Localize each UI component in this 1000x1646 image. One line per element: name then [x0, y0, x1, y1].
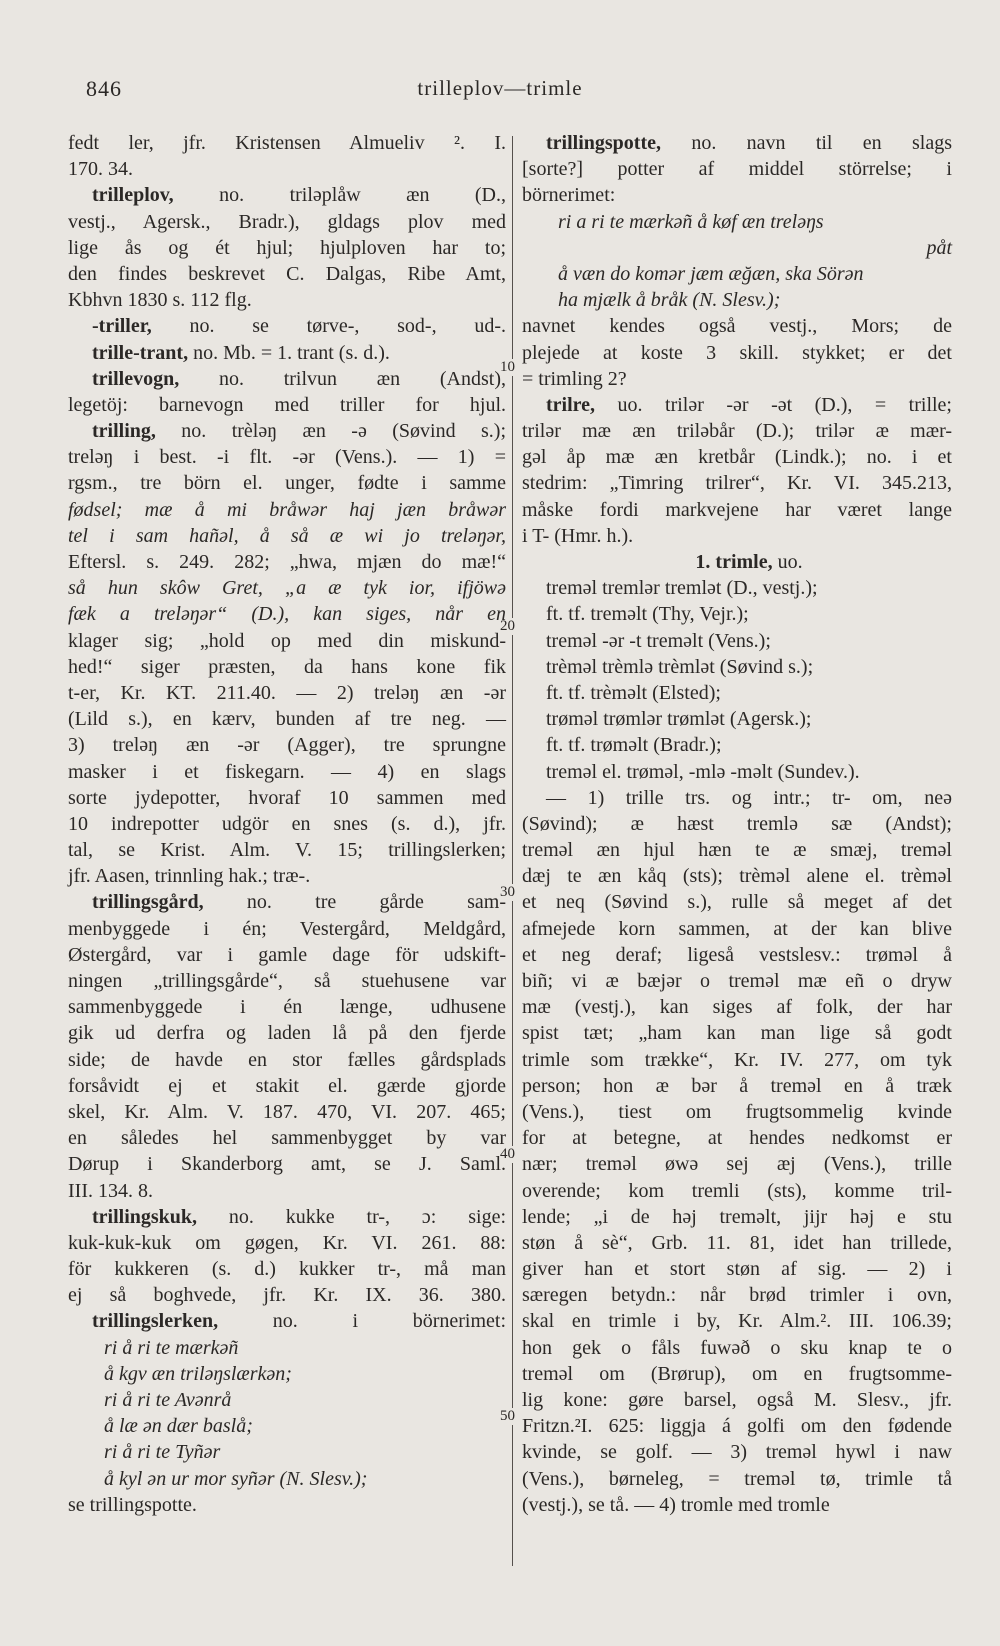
right-column-line: treməl el. trøməl, -mlə -məlt (Sundev.). [546, 760, 860, 783]
right-column-line: biñ; vi æ bæjər o treməl mæ eñ o dryw [522, 970, 952, 992]
running-head: trilleplov—trimle [417, 76, 583, 100]
right-column-line: person; hon æ bər å treməl en å træk [522, 1074, 952, 1097]
right-column-line: treməl om (Brørup), om en frugtsomme- [522, 1362, 952, 1385]
left-column-line: t-er, Kr. KT. 211.40. — 2) treləŋ æn -ər [68, 681, 506, 704]
left-column-line: menbyggede i én; Vestergård, Meldgård, [68, 917, 506, 940]
left-column-line: Eftersl. s. 249. 282; „hwa, mjæn do mæ!“ [68, 551, 506, 573]
left-column-line: (Lild s.), en kærv, bunden af tre neg. — [68, 708, 506, 731]
right-column-line: navnet kendes også vestj., Mors; de [522, 315, 952, 338]
left-column-line: se trillingspotte. [68, 1493, 197, 1516]
right-column-line: — 1) trille trs. og intr.; tr- om, neə [546, 786, 952, 809]
left-column-line: gik ud derfra og laden lå på den fjerde [68, 1022, 506, 1045]
right-column-line: 1. trimle, uo. [695, 551, 803, 573]
headword: trilleplov, [92, 184, 174, 207]
right-column-line: ft. tf. trèməlt (Elsted); [546, 681, 721, 704]
left-column-line: sorte jydepotter, hvoraf 10 sammen med [68, 786, 506, 809]
right-column-line: ri a ri te mærkəñ å køf æn treləŋs [558, 210, 824, 233]
left-column-line: å kgv æn triləŋslærkən; [104, 1362, 292, 1385]
right-column-line: giver han et stort støn af sig. — 2) i [522, 1258, 952, 1281]
left-column-line: fedt ler, jfr. Kristensen Almueliv ². I. [68, 132, 506, 154]
left-column-line: så hun skôw Gret, „a æ tyk ior, ifjöwə [68, 577, 506, 600]
left-column-line: tal, se Krist. Alm. V. 15; trillingslerken; [68, 839, 506, 862]
right-column-line: treməl -ər -t treməlt (Vens.); [546, 629, 771, 652]
right-column-line: plejede at koste 3 skill. stykket; er det [522, 341, 952, 364]
right-column-line: afmejede korn sammen, at der kan blive [522, 917, 952, 940]
left-column-line: sammenbyggede i én længe, udhusene [68, 996, 506, 1019]
line-number-40: 40 [500, 1146, 515, 1162]
left-column-line: rgsm., tre börn el. unger, fødte i samme [68, 472, 506, 495]
right-column-line: treməl æn hjul hæn te æ smæj, treməl [522, 839, 952, 862]
right-column-line: hon gek o fåls fuwəð o sku knap te o [522, 1336, 952, 1359]
left-column-line: en således hel sammenbygget by var [68, 1127, 506, 1150]
left-column-line: 10 indrepotter udgör en snes (s. d.), jfr. [68, 812, 506, 835]
left-column-line: ri å ri te Avənrå [104, 1389, 232, 1411]
right-column-line: [sorte?] potter af middel störrelse; i [522, 158, 952, 181]
right-column-line: å væn do komər jæm æğæn, ska Sörən [558, 262, 864, 285]
right-column-line: overende; kom tremli (sts), komme tril- [522, 1179, 952, 1202]
right-column-line: trillingspotte, no. navn til en slags [546, 132, 952, 154]
left-column-line: trille-trant, no. Mb. = 1. trant (s. d.). [92, 341, 390, 364]
headword: trillingspotte, [546, 132, 661, 154]
left-column-line: fødsel; mæ å mi bråwər haj jæn bråwər [68, 498, 506, 521]
left-column-line: trilling, no. trèləŋ æn -ə (Søvind s.); [92, 420, 506, 443]
right-column-line: (Vens.), tiest om frugtsommelig kvinde [522, 1100, 952, 1123]
left-column-line: III. 134. 8. [68, 1179, 153, 1202]
right-column-line: ft. tf. treməlt (Thy, Vejr.); [546, 603, 749, 626]
right-column-line: = trimling 2? [522, 367, 627, 390]
right-column-line: for at betegne, at hendes nedkomst er [522, 1127, 952, 1150]
right-column-line: (Søvind); æ hæst tremlə sæ (Andst); [522, 812, 952, 835]
right-column-line: lende; „i de həj treməlt, jijr həj e stu [522, 1205, 952, 1228]
left-column-line: lige ås og ét hjul; hjulploven har to; [68, 236, 506, 259]
right-column-line: mæ (vestj.), kan siges af folk, der har [522, 996, 952, 1019]
left-column-line: ri å ri te Tyñər [104, 1441, 221, 1464]
right-column-line: börnerimet: [522, 184, 616, 207]
page-number: 846 [86, 76, 122, 101]
right-column-line: (vestj.), se tå. — 4) tromle med tromle [522, 1493, 830, 1516]
left-column-line: kuk-kuk-kuk om gøgen, Kr. VI. 261. 88: [68, 1231, 506, 1254]
right-column-line: ft. tf. trøməlt (Bradr.); [546, 734, 722, 757]
left-column-line: masker i et fiskegarn. — 4) en slags [68, 760, 506, 783]
page-header [0, 76, 1000, 106]
left-column-line: trillingslerken, no. i börnerimet: [92, 1310, 506, 1333]
right-column-line: trøməl trømlər trømlət (Agersk.); [546, 708, 812, 731]
right-column-line: trilre, uo. trilər -ər -ət (D.), = trille; [546, 393, 952, 416]
column-divider [512, 136, 513, 1566]
headword: trillingslerken, [92, 1310, 219, 1333]
left-column-line: för kukkeren (s. d.) kukker tr-, må man [68, 1258, 506, 1281]
right-column-line: Fritzn.²I. 625: liggja á golfi om den fødende [522, 1415, 952, 1438]
left-column-line: hed!“ siger præsten, da hans kone fik [68, 655, 506, 678]
left-column-line: den findes beskrevet C. Dalgas, Ribe Amt, [68, 262, 506, 285]
left-column [68, 130, 506, 1518]
right-column-line: dæj te æn kåq (sts); trèməl alene el. trèməl [522, 865, 952, 888]
line-number-50: 50 [500, 1408, 515, 1424]
left-column-line: å kyl ən ur mor syñər (N. Slesv.); [104, 1467, 368, 1490]
left-column-line: å læ ən dær baslå; [104, 1415, 253, 1438]
left-column-line: treləŋ i best. -i flt. -ər (Vens.). — 1) = [68, 446, 506, 469]
left-column-line: legetöj: barnevogn med triller for hjul. [68, 393, 506, 416]
left-column-line: skel, Kr. Alm. V. 187. 470, VI. 207. 465; [68, 1100, 506, 1123]
right-column-line: kvinde, se golf. — 3) treməl hywl i naw [522, 1441, 952, 1464]
right-column-line: lig kone: gøre barsel, også M. Slesv., jfr. [522, 1389, 952, 1411]
right-column-line: skal en trimle i by, Kr. Alm.². III. 106.39; [522, 1310, 952, 1333]
right-column-line: trilər mæ æn triləbår (D.); trilər æ mær- [522, 420, 952, 443]
headword: trillingskuk, [92, 1205, 198, 1228]
left-column-line: trillingskuk, no. kukke tr-, ɔ: sige: [92, 1205, 506, 1228]
left-column-line: 3) treləŋ æn -ər (Agger), tre sprungne [68, 734, 506, 757]
right-column-line: særegen betydn.: når brød trimler i ovn, [522, 1284, 952, 1307]
headword: trilling, [92, 420, 156, 443]
left-column-line: ningen „trillingsgårde“, så stuehusene var [68, 970, 506, 992]
right-column-line: (Vens.), børneleg, = treməl tø, trimle tå [522, 1467, 952, 1490]
right-column-line: gəl åp mæ æn kretbår (Lindk.); no. i et [522, 446, 952, 469]
right-column-line: spist tæt; „ham kan man lige så godt [522, 1022, 952, 1045]
right-column-line: måske fordi markvejene har været lange [522, 498, 952, 521]
left-column-line: trilleplov, no. triləplåw æn (D., [92, 184, 506, 207]
right-column-line: påt [926, 236, 952, 259]
line-number-30: 30 [500, 884, 515, 900]
headword: trilre, [546, 393, 596, 416]
left-column-line: Kbhvn 1830 s. 112 flg. [68, 289, 252, 312]
left-column-line: jfr. Aasen, trinnling hak.; træ-. [68, 865, 311, 888]
left-column-line: trillevogn, no. trilvun æn (Andst), [92, 367, 506, 390]
right-column-line: i T- (Hmr. h.). [522, 524, 634, 547]
left-column-line: side; de havde en stor fælles gårdsplads [68, 1048, 506, 1071]
headword: trillevogn, [92, 367, 180, 390]
left-column-line: trillingsgård, no. tre gårde sam- [92, 891, 506, 914]
left-column-line: forsåvidt ej et stakit el. gærde gjorde [68, 1074, 506, 1097]
right-column-line: støn å sè“, Grb. 11. 81, idet han trillede, [522, 1231, 952, 1254]
right-column-line: ha mjælk å bråk (N. Slesv.); [558, 289, 781, 312]
right-column-line: trimle som trække“, Kr. IV. 277, om tyk [522, 1048, 952, 1071]
line-number-20: 20 [500, 618, 515, 634]
left-column-line: tel i sam hañəl, å så æ wi jo treləŋər, [68, 524, 506, 547]
left-column-line: -triller, no. se tørve-, sod-, ud-. [92, 315, 506, 338]
left-column-line: fæk a treləŋər“ (D.), kan siges, når en [68, 603, 506, 626]
left-column-line: Østergård, var i gamle dage för udskift- [68, 943, 506, 966]
left-column-line: ej så boghvede, jfr. Kr. IX. 36. 380. [68, 1284, 506, 1307]
left-column-line: ri å ri te mærkəñ [104, 1336, 239, 1359]
left-column-line: vestj., Agersk., Bradr.), gldags plov med [68, 210, 506, 233]
headword: -triller, [92, 315, 152, 338]
right-column-line: trèməl trèmlə trèmlət (Søvind s.); [546, 655, 814, 678]
right-column-line: stedrim: „Timring trilrer“, Kr. VI. 345.213, [522, 472, 952, 495]
left-column-line: 170. 34. [68, 158, 133, 181]
right-column-line: et neq (Søvind s.), rulle så meget af det [522, 891, 952, 914]
headword: trillingsgård, [92, 891, 204, 914]
headword: 1. trimle, [695, 551, 773, 573]
right-column-line: treməl tremlər tremlət (D., vestj.); [546, 577, 818, 600]
right-column-line: et neg deraf; ligeså vestslesv.: trøməl å [522, 943, 952, 966]
line-number-10: 10 [500, 359, 515, 375]
left-column-line: Dørup i Skanderborg amt, se J. Saml. [68, 1153, 506, 1176]
left-column-line: klager sig; „hold op med din miskund- [68, 629, 506, 652]
headword: trille-trant, [92, 341, 189, 364]
right-column [522, 130, 952, 1518]
right-column-line: nær; treməl øwə sej æj (Vens.), trille [522, 1153, 952, 1176]
